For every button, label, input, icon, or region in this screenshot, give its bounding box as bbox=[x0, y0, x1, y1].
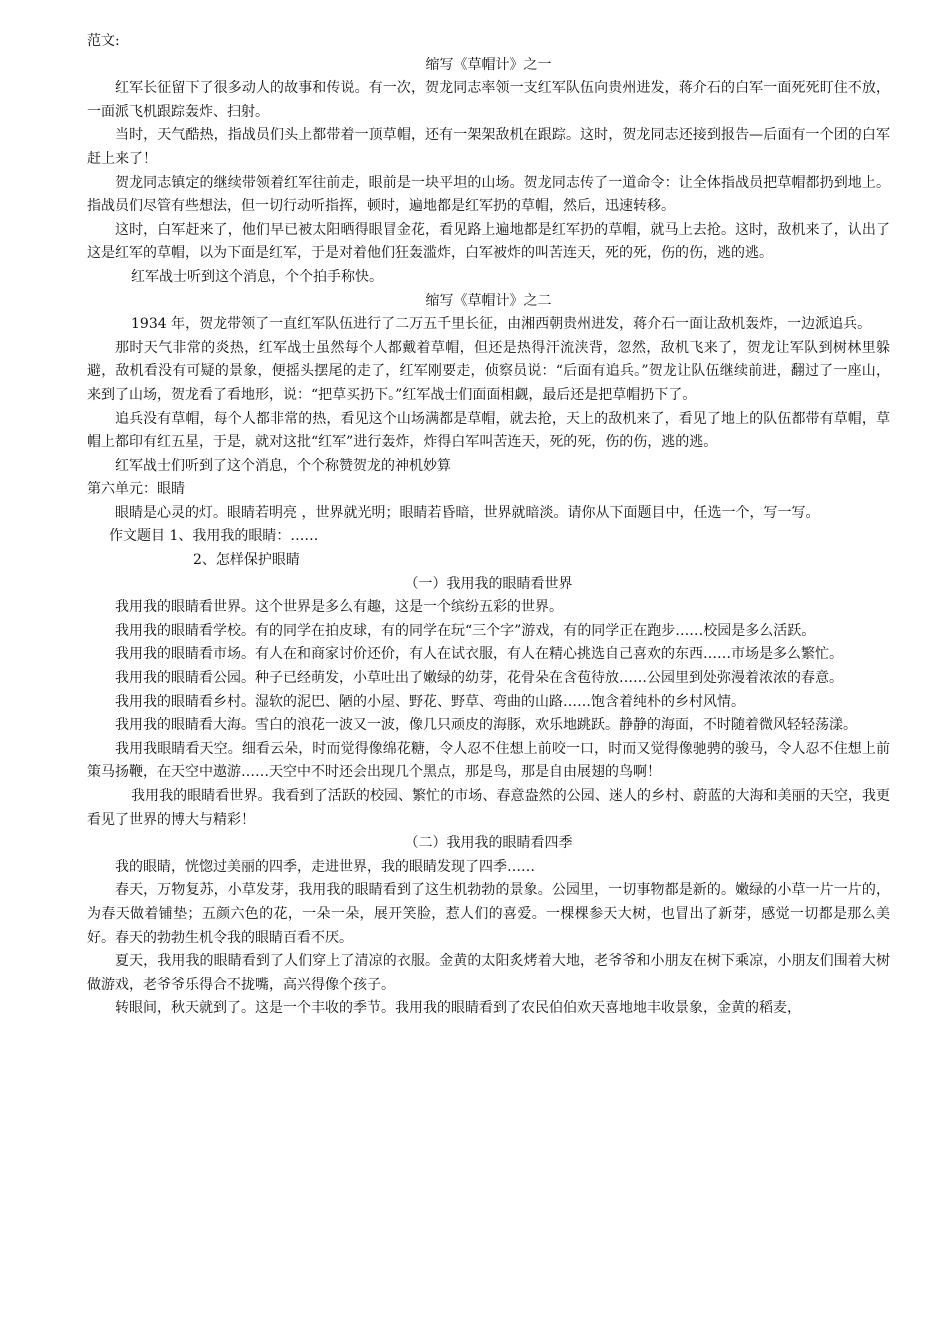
essay3-paragraph: 我用我的眼睛看公园。种子已经萌发，小草吐出了嫩绿的幼芽，花骨朵在含苞待放……公园里到处弥漫着浓浓的春意。 bbox=[115, 670, 843, 687]
essay2-paragraph: 红军战士们听到了这个消息，个个称赞贺龙的神机妙算 bbox=[115, 457, 451, 474]
essay1-paragraph: 这时，白军赶来了，他们早已被太阳晒得眼冒金花，看见路上遍地都是红军扔的草帽，就马上去抢。这时，敌机来了，认出了这是红军的草帽，以为下面是红军，于是对着他们狂轰滥炸，白军被炸的叫苦连天，死的死，伤的伤，逃的逃。 bbox=[87, 221, 890, 262]
essay4-paragraph: 转眼间，秋天就到了。这是一个丰收的季节。我用我的眼睛看到了农民伯伯欢天喜地地丰收景象，金黄的稻麦， bbox=[115, 1000, 801, 1017]
fanwen-label: 范文: bbox=[87, 33, 120, 49]
unit6-heading: 第六单元：眼睛 bbox=[87, 481, 185, 498]
essay3-paragraph: 我用我的眼睛看乡村。湿软的泥巴、陋的小屋、野花、野草、弯曲的山路……饱含着纯朴的乡村风情。 bbox=[115, 693, 745, 710]
essay3-paragraph: 我用我眼睛看天空。细看云朵，时而觉得像绵花糖，令人忍不住想上前咬一口，时而又觉得像驰骋的骏马，令人忍不住想上前策马扬鞭，在天空中遨游……天空中不时还会出现几个黑点，那是鸟，那是自由展翅的鸟啊！ bbox=[87, 740, 890, 781]
essay3-paragraph: 我用我的眼睛看世界。我看到了活跃的校园、繁忙的市场、春意盎然的公园、迷人的乡村、蔚蓝的大海和美丽的天空，我更看见了世界的博大与精彩！ bbox=[87, 788, 890, 828]
essay2-paragraph: 那时天气非常的炎热，红军战士虽然每个人都戴着草帽，但还是热得汗流浃背，忽然，敌机飞来了，贺龙让军队到树林里躲避，敌机看没有可疑的景象，便摇头摆尾的走了，红军刚要走，侦察员说：“后面有追兵。”贺龙让队伍继续前进，翻过了一座山，来到了山场，贺龙看了看地形，说：“把草买扔下。”红军战士们面面相觑，最后还是把草帽扔下了。 bbox=[87, 339, 890, 403]
essay2-paragraph: 追兵没有草帽，每个人都非常的热，看见这个山场满都是草帽，就去抢，天上的敌机来了，看见了地上的队伍都带有草帽，草帽上都印有红五星，于是，就对这批“红军”进行轰炸，炸得白军叫苦连天，死的死，伤的伤，逃的逃。 bbox=[87, 410, 890, 451]
essay3-paragraph: 我用我的眼睛看世界。这个世界是多么有趣，这是一个缤纷五彩的世界。 bbox=[115, 599, 563, 616]
essay3-title: （一）我用我的眼睛看世界 bbox=[404, 575, 573, 592]
essay1-paragraph: 当时，天气酷热，指战员们头上都带着一顶草帽，还有一架架敌机在跟踪。这时，贺龙同志还接到报告—后面有一个团的白军赶上来了！ bbox=[87, 127, 890, 167]
essay1-title: 缩写《草帽计》之一 bbox=[425, 56, 552, 73]
essay4-title: （二）我用我的眼睛看四季 bbox=[404, 835, 573, 852]
essay4-paragraph: 我的眼睛，恍惚过美丽的四季，走进世界，我的眼睛发现了四季…… bbox=[115, 858, 535, 875]
essay3-paragraph: 我用我的眼睛看市场。有人在和商家讨价还价，有人在试衣服，有人在精心挑选自己喜欢的东西……市场是多么繁忙。 bbox=[115, 646, 843, 663]
topic-option-2: 2、怎样保护眼睛 bbox=[193, 552, 300, 569]
essay1-paragraph: 贺龙同志镇定的继续带领着红军往前走，眼前是一块平坦的山场。贺龙同志传了一道命令：让全体指战员把草帽都扔到地上。指战员们尽管有些想法，但一切行动听指挥，顿时，遍地都是红军扔的草帽，然后，迅速转移。 bbox=[87, 174, 890, 215]
essay3-paragraph: 我用我的眼睛看大海。雪白的浪花一波又一波，像几只顽皮的海豚，欢乐地跳跃。静静的海面，不时随着微风轻轻荡漾。 bbox=[115, 717, 857, 734]
essay2-paragraph: 1934 年，贺龙带领了一直红军队伍进行了二万五千里长征，由湘西朝贵州进发，蒋介石一面让敌机轰炸，一边派追兵。 bbox=[131, 316, 872, 333]
unit6-intro: 眼睛是心灵的灯。眼睛若明亮 ，世界就光明；眼睛若昏暗，世界就暗淡。请你从下面题目中，任选一个，写一写。 bbox=[115, 504, 820, 521]
essay1-paragraph: 红军战士听到这个消息，个个拍手称快。 bbox=[131, 268, 383, 285]
essay4-paragraph: 夏天，我用我的眼睛看到了人们穿上了清凉的衣服。金黄的太阳炙烤着大地，老爷爷和小朋友在树下乘凉，小朋友们围着大树做游戏，老爷爷乐得合不拢嘴，高兴得像个孩子。 bbox=[87, 953, 890, 993]
essay3-paragraph: 我用我的眼睛看学校。有的同学在拍皮球，有的同学在玩“三个字”游戏，有的同学正在跑步……校园是多么活跃。 bbox=[115, 622, 816, 639]
essay2-title: 缩写《草帽计》之二 bbox=[425, 292, 552, 309]
topic-option-1: 作文题目 1、我用我的眼睛：…… bbox=[109, 528, 319, 545]
essay1-paragraph: 红军长征留下了很多动人的故事和传说。有一次，贺龙同志率领一支红军队伍向贵州进发，蒋介石的白军一面死死盯住不放，一面派飞机跟踪轰炸、扫射。 bbox=[87, 80, 890, 120]
essay4-paragraph: 春天，万物复苏，小草发芽，我用我的眼睛看到了这生机勃勃的景象。公园里，一切事物都是新的。嫩绿的小草一片一片的，为春天做着铺垫；五颜六色的花，一朵一朵，展开笑脸，惹人们的喜爱。一棵棵参天大树，也冒出了新芽，感觉一切都是那么美好。春天的勃勃生机令我的眼睛百看不厌。 bbox=[87, 882, 890, 946]
